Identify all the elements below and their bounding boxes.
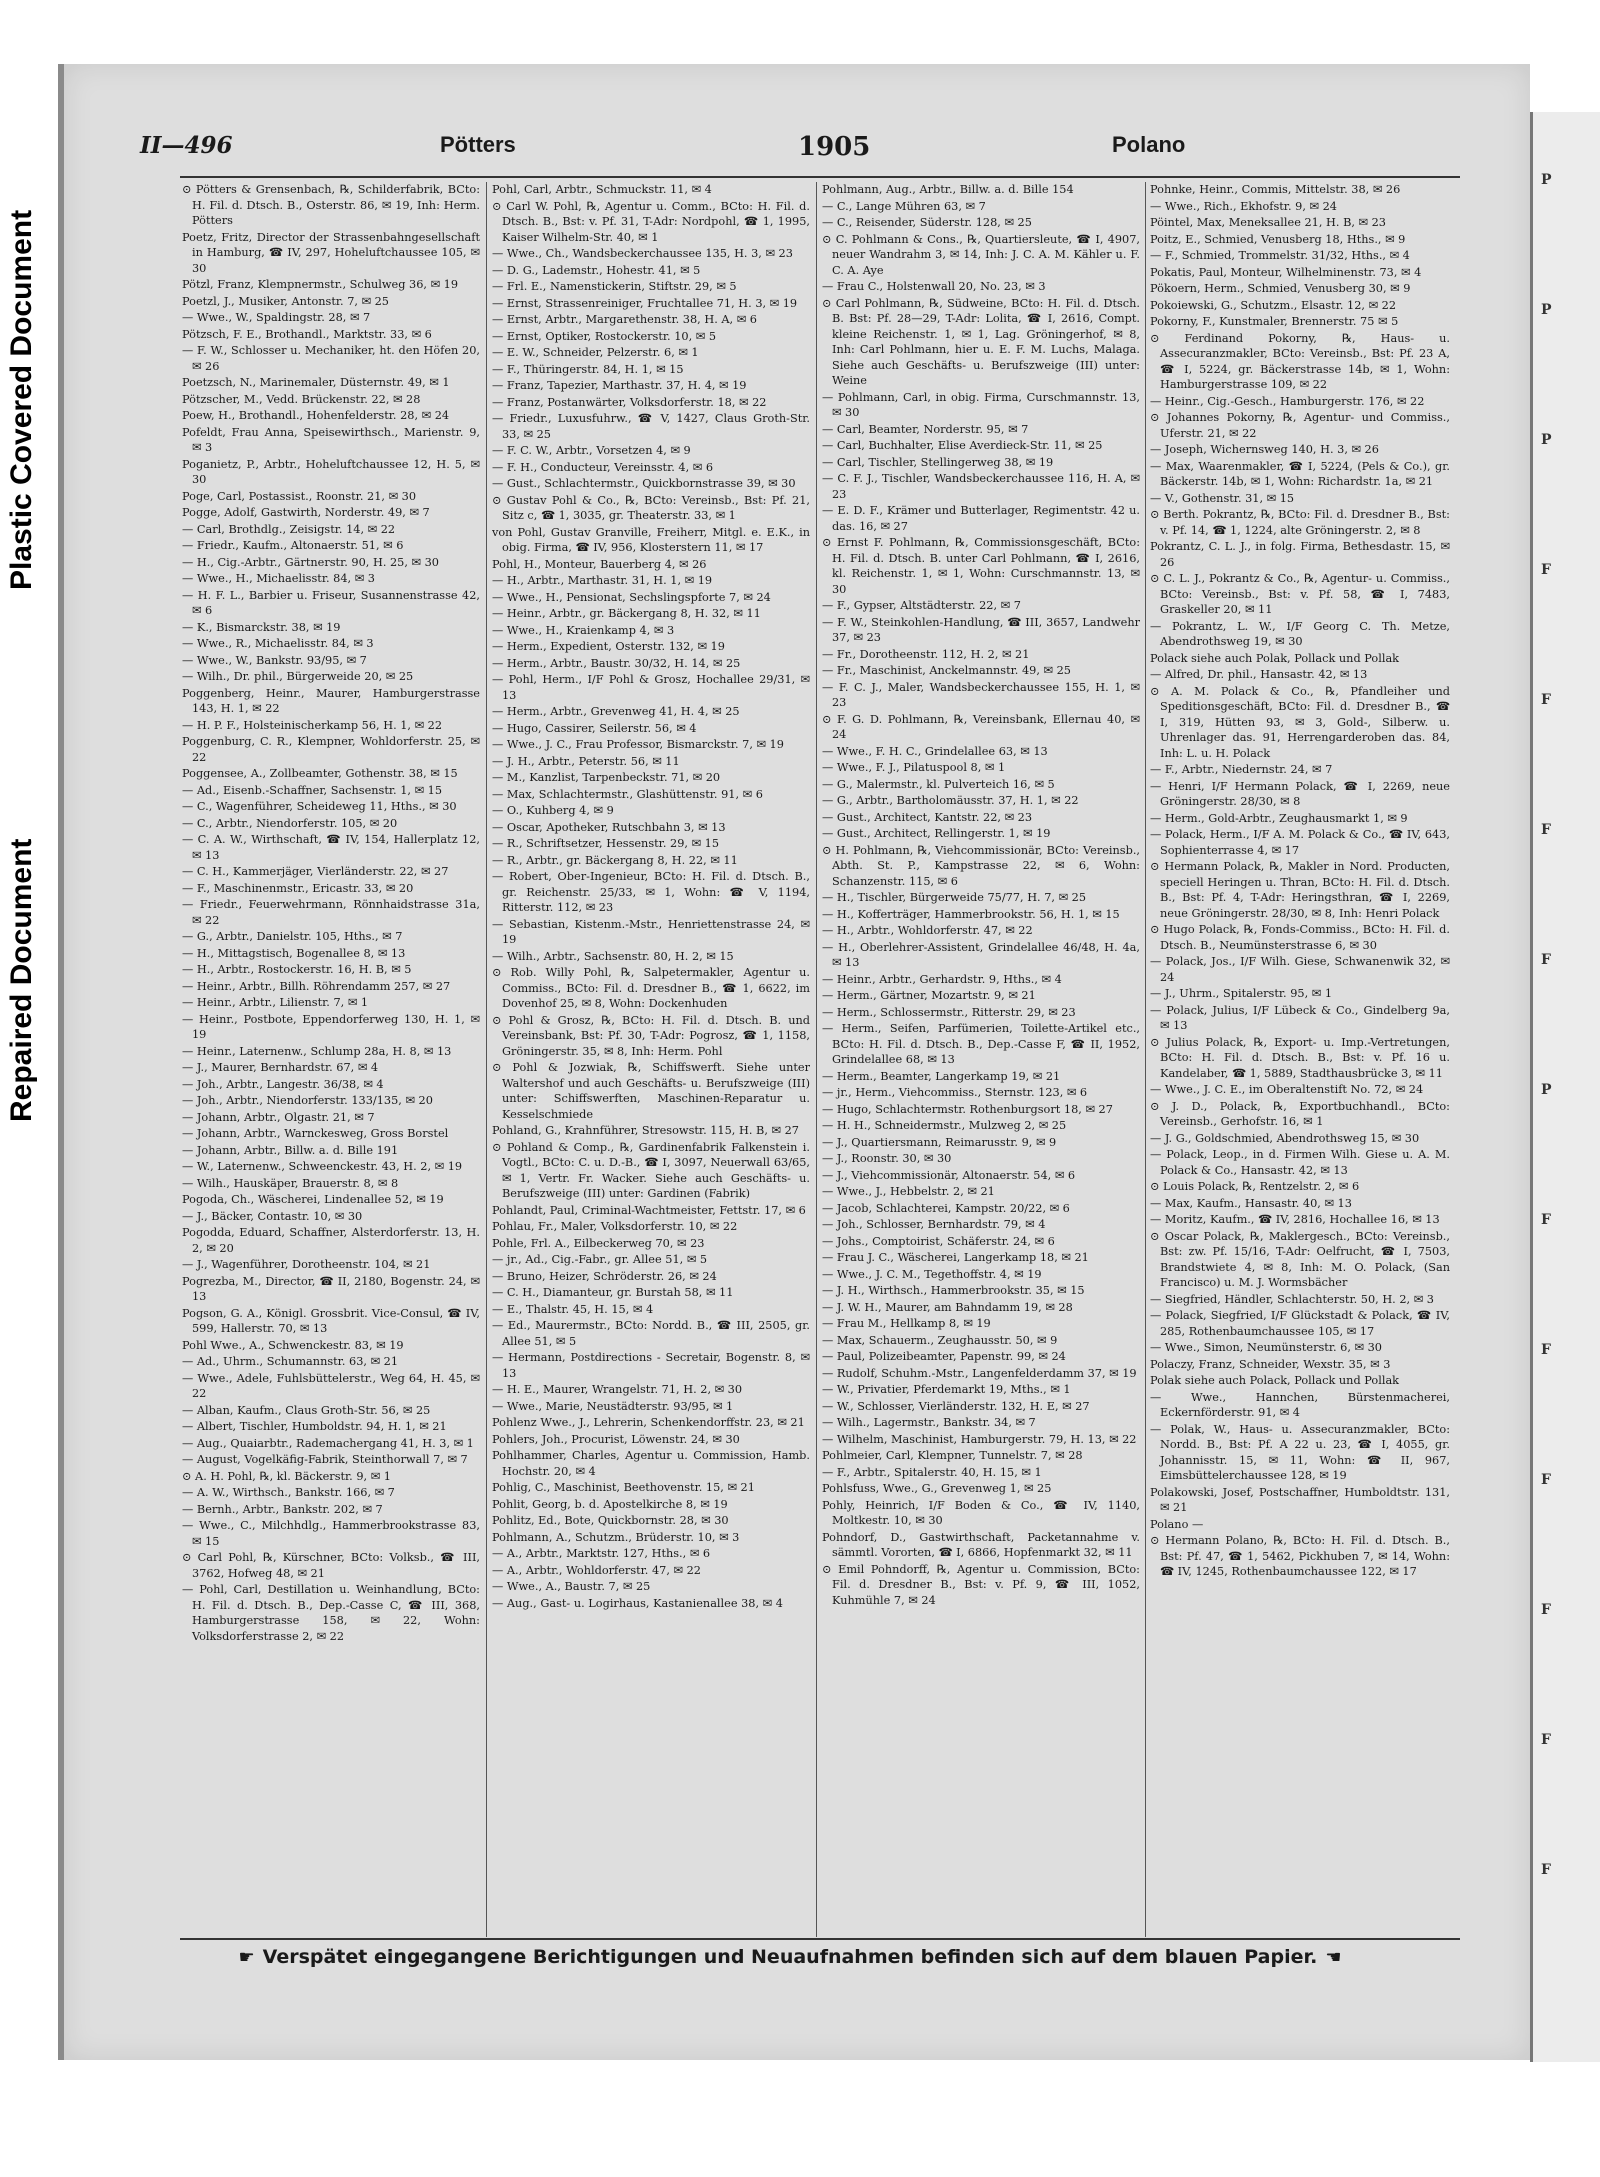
directory-entry: — August, Vogelkäfig-Fabrik, Steinthorwall 7, ✉ 7 [182,1453,468,1466]
directory-entry: — Wwe., J. C., Frau Professor, Bismarckstr. 7, ✉ 19 [492,738,784,751]
directory-entry: Poetzsch, N., Marinemaler, Düsternstr. 49, ✉ 1 [182,376,450,389]
directory-entry: — Polack, Herm., I/F A. M. Polack & Co., ☎ IV, 643, Sophienterrasse 4, ✉ 17 [1150,828,1450,857]
directory-entry: — Wwe., Simon, Neumünsterstr. 6, ✉ 30 [1150,1341,1382,1354]
directory-entry: — Aug., Gast- u. Logirhaus, Kastanienallee 38, ✉ 4 [492,1596,783,1610]
directory-entry: — Pohl, Herm., I/F Pohl & Grosz, Hochallee 29/31, ✉ 13 [492,673,810,702]
directory-entry: — G., Malermstr., kl. Pulverteich 16, ✉ 5 [822,777,1055,791]
directory-entry: Pohlhammer, Charles, Agentur u. Commission, Hamb. Hochstr. 20, ✉ 4 [492,1449,810,1478]
directory-entry: — Polack, Julius, I/F Lübeck & Co., Gindelberg 9a, ✉ 13 [1150,1003,1450,1032]
directory-entry: — Carl, Brothdlg., Zeisigstr. 14, ✉ 22 [182,522,396,536]
directory-entry: — Franz, Postanwärter, Volksdorferstr. 18, ✉ 22 [492,395,767,409]
directory-entry: von Pohl, Gustav Granville, Freiherr, Mitgl. e. E.K., in obig. Firma, ☎ IV, 956, Klosterstern 11, ✉ 17 [492,525,810,554]
directory-entry: — F. H., Conducteur, Vereinsstr. 4, ✉ 6 [492,460,714,474]
directory-entry: Poetz, Fritz, Director der Strassenbahngesellschaft in Hamburg, ☎ IV, 297, Hoheluftchaussee 105, ✉ 30 [182,230,480,275]
directory-entry: — Fr., Maschinist, Anckelmannstr. 49, ✉ 25 [822,664,1071,677]
directory-entry: — Heinr., Postbote, Eppendorferweg 130, H. 1, ✉ 19 [182,1012,480,1041]
directory-entry: ⊙ Hugo Polack, ℞, Fonds-Commiss., BCto: H. Fil. d. Dtsch. B., Neumünsterstrasse 6, ✉ 30 [1150,923,1450,952]
directory-entry: — Wwe., J., Hebbelstr. 2, ✉ 21 [822,1185,995,1198]
directory-entry: ⊙ Gustav Pohl & Co., ℞, BCto: Vereinsb., Bst: Pf. 21, Sitz c, ☎ 1, 3035, gr. Theaterstr. 33, ✉ 1 [492,493,810,522]
directory-entry: Pohndorf, D., Gastwirthschaft, Packetannahme v. sämmtl. Vororten, ☎ I, 6866, Hopfenmarkt 32, ✉ 11 [822,1530,1140,1559]
directory-entry: ⊙ Hermann Polack, ℞, Makler in Nord. Producten, speciell Heringen u. Thran, BCto: H. Fil. d. Dtsch. B., Bst: Pf. 4, T-Adr: Heringsthran, ☎ I, 2269, neue Gröningerstr. 28/30, ✉ 8, Inh: Henri Polack [1150,860,1450,920]
directory-entry: Pofeldt, Frau Anna, Speisewirthsch., Marienstr. 9, ✉ 3 [182,425,480,454]
directory-entry: ⊙ C. Pohlmann & Cons., ℞, Quartiersleute, ☎ I, 4907, neuer Wandrahm 3, ✉ 14, Inh: J. C. A. M. Kähler u. F. C. A. Aye [822,232,1140,277]
plastic-covered-label: Plastic Covered Document [5,209,38,591]
directory-entry: — Ernst, Strassenreiniger, Fruchtallee 71, H. 3, ✉ 19 [492,296,798,310]
directory-entry: — J., Roonstr. 30, ✉ 30 [822,1152,952,1165]
directory-entry: — Hugo, Schlachtermstr. Rothenburgsort 18, ✉ 27 [822,1102,1113,1116]
directory-entry: — Wwe., F. J., Pilatuspool 8, ✉ 1 [822,761,1006,774]
directory-entry: — C. H., Kammerjäger, Vierländerstr. 22, ✉ 27 [182,865,449,878]
directory-entry: — Herm., Beamter, Langerkamp 19, ✉ 21 [822,1069,1061,1083]
directory-entry: — Joh., Schlosser, Bernhardstr. 79, ✉ 4 [822,1218,1046,1231]
directory-entry: — J., Maurer, Bernhardstr. 67, ✉ 4 [182,1061,379,1074]
directory-entry: — Heinr., Laternenw., Schlump 28a, H. 8, ✉ 13 [182,1044,452,1058]
directory-entry: — Wwe., H., Pensionat, Sechslingspforte 7, ✉ 24 [492,590,771,604]
directory-entry: — R., Arbtr., gr. Bäckergang 8, H. 22, ✉ 11 [492,853,738,867]
directory-entry: — Friedr., Luxusfuhrw., ☎ V, 1427, Claus Groth-Str. 33, ✉ 25 [492,412,810,441]
directory-entry: — Alfred, Dr. phil., Hansastr. 42, ✉ 13 [1150,668,1368,681]
directory-entry: ⊙ H. Pohlmann, ℞, Viehcommissionär, BCto: Vereinsb., Abth. St. P., Kampstrasse 22, ✉ 6, Wohn: Schanzenstr. 115, ✉ 6 [822,843,1140,888]
directory-entry: — Ad., Eisenb.-Schaffner, Sachsenstr. 1, ✉ 15 [182,783,443,797]
directory-entry: — Polack, Jos., I/F Wilh. Giese, Schwanenwik 32, ✉ 24 [1150,955,1450,984]
header-year: 1905 [798,132,871,162]
directory-entry: ⊙ Berth. Pokrantz, ℞, BCto: Fil. d. Dresdner B., Bst: v. Pf. 14, ☎ 1, 1224, alte Gröningerstr. 2, ✉ 8 [1150,508,1450,537]
directory-entry: — Frau M., Hellkamp 8, ✉ 19 [822,1317,991,1330]
directory-entry: — Polack, Siegfried, I/F Glückstadt & Polack, ☎ IV, 285, Rothenbaumchaussee 105, ✉ 17 [1150,1309,1450,1338]
directory-column-1 [182,182,480,1932]
directory-entry: — Wwe., F. H. C., Grindelallee 63, ✉ 13 [822,744,1048,758]
adjacent-page-letter: P [1541,172,1552,188]
directory-entry: ⊙ Pohl & Grosz, ℞, BCto: H. Fil. d. Dtsch. B. und Vereinsbank, Bst: Pf. 30, T-Adr: Pogrosz, ☎ 1, 1158, Gröningerstr. 35, ✉ 8, Inh: Herm. Pohl [492,1013,810,1058]
directory-entry: — Wwe., J. C. M., Tegethoffstr. 4, ✉ 19 [822,1267,1042,1281]
directory-entry: — Heinr., Arbtr., Lilienstr. 7, ✉ 1 [182,996,369,1009]
directory-entry: — Wwe., Ch., Wandsbeckerchaussee 135, H. 3, ✉ 23 [492,247,793,260]
column-divider [816,182,817,1937]
directory-entry: — F. C. J., Maler, Wandsbeckerchaussee 155, H. 1, ✉ 23 [822,680,1140,709]
directory-entry: — Joh., Arbtr., Niendorferstr. 133/135, ✉ 20 [182,1094,433,1107]
directory-entry: — Herm., Gold-Arbtr., Zeughausmarkt 1, ✉ 9 [1150,811,1408,825]
directory-entry: — Max, Kaufm., Hansastr. 40, ✉ 13 [1150,1196,1352,1210]
directory-entry: ⊙ Carl Pohl, ℞, Kürschner, BCto: Volksb., ☎ III, 3762, Hofweg 48, ✉ 21 [182,1551,480,1580]
directory-entry: — Franz, Tapezier, Marthastr. 37, H. 4, ✉ 19 [492,379,747,392]
directory-entry: Poggenberg, Heinr., Maurer, Hamburgerstrasse 143, H. 1, ✉ 22 [182,686,480,715]
adjacent-page-letter: P [1541,432,1552,448]
directory-entry: — Herm., Arbtr., Baustr. 30/32, H. 14, ✉ 25 [492,656,741,670]
directory-entry: Pohly, Heinrich, I/F Boden & Co., ☎ IV, 1140, Moltkestr. 10, ✉ 30 [822,1498,1140,1527]
directory-entry: — Johs., Comptoirist, Schäferstr. 24, ✉ 6 [822,1234,1055,1248]
directory-entry: — Robert, Ober-Ingenieur, BCto: H. Fil. d. Dtsch. B., gr. Reichenstr. 25/33, ✉ 1, Wohn: ☎ V, 1194, Ritterstr. 112, ✉ 23 [492,870,810,914]
directory-entry: — Frl. E., Namenstickerin, Stiftstr. 29, ✉ 5 [492,280,737,293]
directory-entry: — F., Gypser, Altstädterstr. 22, ✉ 7 [822,599,1021,612]
directory-entry: Poge, Carl, Postassist., Roonstr. 21, ✉ 30 [182,489,417,503]
directory-entry: — Hugo, Cassirer, Seilerstr. 56, ✉ 4 [492,721,697,735]
directory-entry: — Heinr., Arbtr., Billh. Röhrendamm 257, ✉ 27 [182,979,451,993]
directory-entry: Pöintel, Max, Meneksallee 21, H. B, ✉ 23 [1150,216,1386,229]
directory-entry: Pohlsfuss, Wwe., G., Grevenweg 1, ✉ 25 [822,1482,1052,1495]
directory-entry: — H. P. F., Holsteinischerkamp 56, H. 1, ✉ 22 [182,718,443,732]
directory-entry: Pohlmeier, Carl, Klempner, Tunnelstr. 7, ✉ 28 [822,1449,1083,1462]
directory-entry: — J., Quartiersmann, Reimarusstr. 9, ✉ 9 [822,1135,1057,1149]
directory-entry: Poitz, E., Schmied, Venusberg 18, Hths., ✉ 9 [1150,232,1406,246]
directory-entry: ⊙ Emil Pohndorff, ℞, Agentur u. Commission, BCto: Fil. d. Dresdner B., Bst: v. Pf. 9, ☎ III, 1052, Kuhmühle 7, ✉ 24 [822,1562,1140,1607]
header-first-word: Pötters [440,132,516,157]
directory-entry: — Albert, Tischler, Humboldstr. 94, H. 1, ✉ 21 [182,1420,447,1433]
directory-entry: — F. W., Schlosser u. Mechaniker, ht. den Höfen 20, ✉ 26 [182,344,480,373]
header-rule [180,176,1460,178]
directory-entry: — Gust., Architect, Rellingerstr. 1, ✉ 19 [822,827,1051,840]
directory-entry: — Aug., Quaiarbtr., Rademachergang 41, H. 3, ✉ 1 [182,1436,474,1450]
directory-entry: — Johann, Arbtr., Warnckesweg, Gross Borstel [182,1127,449,1140]
directory-entry: — Sebastian, Kistenm.-Mstr., Henriettenstrasse 24, ✉ 19 [492,917,810,946]
directory-entry: — C. A. W., Wirthschaft, ☎ IV, 154, Hallerplatz 12, ✉ 13 [182,833,480,862]
directory-entry: Pokrantz, C. L. J., in folg. Firma, Bethesdastr. 15, ✉ 26 [1150,540,1450,569]
directory-entry: — V., Gothenstr. 31, ✉ 15 [1150,491,1295,505]
header-last-word: Polano [1112,132,1186,157]
directory-entry: — Herm., Arbtr., Grevenweg 41, H. 4, ✉ 25 [492,705,740,718]
directory-entry: Pohl, Carl, Arbtr., Schmuckstr. 11, ✉ 4 [492,183,712,196]
directory-entry: ⊙ Julius Polack, ℞, Export- u. Imp.-Vertretungen, BCto: H. Fil. d. Dtsch. B., Bst: v. Pf. 16 u. Kandelaber, ☎ 1, 5889, Stadthausbrücke 3, ✉ 11 [1150,1035,1450,1080]
directory-entry: Pogoda, Ch., Wäscherei, Lindenallee 52, ✉ 19 [182,1193,444,1206]
directory-entry: — H., Arbtr., Marthastr. 31, H. 1, ✉ 19 [492,574,713,587]
directory-entry: — H., Arbtr., Rostockerstr. 16, H. B, ✉ 5 [182,963,412,976]
directory-entry: — O., Kuhberg 4, ✉ 9 [492,804,614,817]
directory-entry: Pohnke, Heinr., Commis, Mittelstr. 38, ✉ 26 [1150,183,1401,196]
directory-entry: — E. D. F., Krämer und Butterlager, Regimentstr. 42 u. das. 16, ✉ 27 [822,504,1140,533]
directory-entry: — A., Arbtr., Marktstr. 127, Hths., ✉ 6 [492,1547,711,1560]
directory-entry: — Max, Waarenmakler, ☎ I, 5224, (Pels & Co.), gr. Bäckerstr. 14b, ✉ 1, Wohn: Richardstr. 1a, ✉ 21 [1150,459,1450,488]
directory-entry: — F., Arbtr., Spitalerstr. 40, H. 15, ✉ 1 [822,1465,1042,1479]
directory-entry: — Gust., Schlachtermstr., Quickbornstrasse 39, ✉ 30 [492,477,796,490]
directory-entry: — Siegfried, Händler, Schlachterstr. 50, H. 2, ✉ 3 [1150,1292,1434,1306]
column-divider [486,182,487,1937]
directory-entry: — C., Reisender, Süderstr. 128, ✉ 25 [822,216,1032,229]
directory-entry: — H., Kofferträger, Hammerbrookstr. 56, H. 1, ✉ 15 [822,907,1120,921]
directory-entry: ⊙ Pohland & Comp., ℞, Gardinenfabrik Falkenstein i. Vogtl., BCto: C. u. D.-B., ☎ I, 3097, Neuerwall 63/65, ✉ 1, Vertr. Fr. Wacker. Siehe auch Geschäfts- u. Berufszweige (III) unter: Gardinen (Fabrik) [492,1140,810,1200]
directory-entry: — Bernh., Arbtr., Bankstr. 202, ✉ 7 [182,1502,383,1516]
page-footer [200,1946,1380,1976]
directory-entry: — D. G., Lademstr., Hohestr. 41, ✉ 5 [492,263,701,277]
directory-entry: ⊙ Pötters & Grensenbach, ℞, Schilderfabrik, BCto: H. Fil. d. Dtsch. B., Osterstr. 86, ✉ 19, Inh: Herm. Pötters [182,183,480,227]
directory-entry: — C., Lange Mühren 63, ✉ 7 [822,199,986,213]
directory-entry: — Heinr., Arbtr., Gerhardstr. 9, Hths., ✉ 4 [822,972,1062,986]
directory-entry: — J., Wagenführer, Dorotheenstr. 104, ✉ 21 [182,1258,431,1271]
repaired-document-label: Repaired Document [5,838,38,1122]
directory-entry: ⊙ Ernst F. Pohlmann, ℞, Commissionsgeschäft, BCto: H. Fil. d. Dtsch. B. unter Carl Pohlmann, ☎ I, 2616, kl. Reichenstr. 1, ✉ 1, Wohn: Curschmannstr. 13, ✉ 30 [822,536,1140,596]
adjacent-page-letter: F [1541,1342,1551,1358]
footer-note: Verspätet eingegangene Berichtigungen und Neuaufnahmen befinden sich auf dem blauen Papier. [262,1946,1318,1968]
directory-entry: — W., Laternenw., Schweenckestr. 43, H. 2, ✉ 19 [182,1160,463,1173]
directory-entry: — E. W., Schneider, Pelzerstr. 6, ✉ 1 [492,346,699,359]
directory-entry: — J., Bäcker, Contastr. 10, ✉ 30 [182,1209,363,1223]
adjacent-page-letter: F [1541,1212,1551,1228]
directory-entry: — F. C. W., Arbtr., Vorsetzen 4, ✉ 9 [492,444,691,457]
directory-entry: — Wwe., J. C. E., im Oberaltenstift No. 72, ✉ 24 [1150,1083,1424,1096]
directory-entry: Pohle, Frl. A., Eilbeckerweg 70, ✉ 23 [492,1236,705,1250]
directory-entry: Pökoern, Herm., Schmied, Venusberg 30, ✉ 9 [1150,282,1411,295]
directory-entry: — Frau C., Holstenwall 20, No. 23, ✉ 3 [822,280,1046,293]
directory-entry: — C., Arbtr., Niendorferstr. 105, ✉ 20 [182,816,398,830]
directory-entry: — Max, Schauerm., Zeughausstr. 50, ✉ 9 [822,1333,1058,1347]
directory-entry: Polak siehe auch Polack, Pollack und Pollak [1150,1374,1400,1387]
directory-entry: Pohlau, Fr., Maler, Volksdorferstr. 10, ✉ 22 [492,1220,738,1233]
directory-entry: — F. W., Steinkohlen-Handlung, ☎ III, 3657, Landwehr 37, ✉ 23 [822,615,1140,644]
directory-entry: — Johann, Arbtr., Olgastr. 21, ✉ 7 [182,1110,375,1124]
directory-entry: — Wwe., C., Milchhdlg., Hammerbrookstrasse 83, ✉ 15 [182,1519,480,1548]
directory-entry: Pogodda, Eduard, Schaffner, Alsterdorferstr. 13, H. 2, ✉ 20 [182,1226,480,1255]
directory-entry: Polaczy, Franz, Schneider, Wexstr. 35, ✉ 3 [1150,1357,1391,1371]
directory-entry: Poetzl, J., Musiker, Antonstr. 7, ✉ 25 [182,294,389,308]
directory-entry: — Pokrantz, L. W., I/F Georg C. Th. Metze, Abendrothsweg 19, ✉ 30 [1150,619,1450,648]
directory-entry: Pohlmann, A., Schutzm., Brüderstr. 10, ✉ 3 [492,1530,740,1544]
directory-entry: ⊙ Carl Pohlmann, ℞, Südweine, BCto: H. Fil. d. Dtsch. B. Bst: Pf. 28—29, T-Adr: Lolita, ☎ I, 2616, Compt. kleine Reichenstr. 1, ✉ 1, Lag. Gröningerhof, ✉ 8, Inh: Carl Pohlmann, hier u. E. F. M. Luchs, Malaga. Siehe auch Geschäfts- u. Berufszweige (III) unter: Weine [822,296,1140,387]
directory-entry: Pohlit, Georg, b. d. Apostelkirche 8, ✉ 19 [492,1497,728,1511]
directory-entry: — W., Privatier, Pferdemarkt 19, Mths., ✉ 1 [822,1383,1071,1396]
directory-entry: Polack siehe auch Polak, Pollack und Pollak [1150,651,1400,665]
directory-entry: — C. H., Diamanteur, gr. Burstah 58, ✉ 11 [492,1286,734,1299]
directory-entry: — J. H., Arbtr., Peterstr. 56, ✉ 11 [492,754,680,768]
directory-entry: — F., Maschinenmstr., Ericastr. 33, ✉ 20 [182,881,414,895]
directory-entry: — Wwe., H., Michaelisstr. 84, ✉ 3 [182,572,375,585]
directory-entry: — Herm., Schlossermstr., Ritterstr. 29, ✉ 23 [822,1005,1076,1019]
directory-entry: — G., Arbtr., Bartholomäusstr. 37, H. 1, ✉ 22 [822,794,1079,807]
adjacent-page-letter: F [1541,1732,1551,1748]
directory-entry: — Joh., Arbtr., Langestr. 36/38, ✉ 4 [182,1077,384,1091]
directory-entry: — Herm., Expedient, Osterstr. 132, ✉ 19 [492,640,725,653]
directory-entry: — Carl, Tischler, Stellingerweg 38, ✉ 19 [822,455,1054,469]
directory-entry: Pohlers, Joh., Procurist, Löwenstr. 24, ✉ 30 [492,1432,740,1446]
directory-entry: — Ernst, Arbtr., Margarethenstr. 38, H. A, ✉ 6 [492,313,757,326]
directory-entry: — H., Arbtr., Wohldorferstr. 47, ✉ 22 [822,924,1033,937]
directory-entry: — Paul, Polizeibeamter, Papenstr. 99, ✉ 24 [822,1350,1066,1363]
directory-entry: — Wwe., A., Baustr. 7, ✉ 25 [492,1580,651,1593]
directory-entry: ⊙ C. L. J., Pokrantz & Co., ℞, Agentur- u. Commiss., BCto: Vereinsb., Bst: v. Pf. 58, ☎ I, 7483, Graskeller 20, ✉ 11 [1150,572,1450,616]
directory-entry: — R., Schriftsetzer, Hessenstr. 29, ✉ 15 [492,837,720,850]
pointing-hand-icon: ☛ [238,1947,255,1968]
directory-entry: Poggensee, A., Zollbeamter, Gothenstr. 38, ✉ 15 [182,767,458,780]
directory-entry: — Alban, Kaufm., Claus Groth-Str. 56, ✉ 25 [182,1403,431,1417]
directory-entry: — Wilh., Arbtr., Sachsenstr. 80, H. 2, ✉ 15 [492,949,734,963]
page-header [140,132,1480,172]
directory-entry: Polano — [1150,1517,1204,1531]
directory-column-3 [822,182,1140,1932]
directory-entry: — H., Oberlehrer-Assistent, Grindelallee 46/48, H. 4a, ✉ 13 [822,940,1140,969]
directory-entry: ⊙ J. D., Polack, ℞, Exportbuchhandl., BCto: Vereinsb., Gerhofstr. 16, ✉ 1 [1150,1099,1450,1128]
directory-entry: — Wwe., W., Spaldingstr. 28, ✉ 7 [182,311,371,324]
directory-entry: ⊙ Louis Polack, ℞, Rentzelstr. 2, ✉ 6 [1150,1180,1360,1193]
directory-entry: — F., Arbtr., Niedernstr. 24, ✉ 7 [1150,763,1333,776]
directory-entry: — Wilh., Dr. phil., Bürgerweide 20, ✉ 25 [182,670,414,683]
pointing-hand-icon: ☚ [1325,1947,1342,1968]
directory-entry: — Carl, Beamter, Norderstr. 95, ✉ 7 [822,422,1029,436]
directory-entry: Polakowski, Josef, Postschaffner, Humboldtstr. 131, ✉ 21 [1150,1485,1450,1514]
adjacent-page-letter: P [1541,302,1552,318]
column-divider [1145,182,1146,1937]
directory-entry: — J., Viehcommissionär, Altonaerstr. 54, ✉ 6 [822,1168,1076,1182]
directory-entry: Pohl, H., Monteur, Bauerberg 4, ✉ 26 [492,557,707,571]
directory-entry: — Ernst, Optiker, Rostockerstr. 10, ✉ 5 [492,329,717,343]
directory-entry: Pohlig, C., Maschinist, Beethovenstr. 15, ✉ 21 [492,1481,755,1494]
directory-entry: Pohl Wwe., A., Schwenckestr. 83, ✉ 19 [182,1338,404,1352]
directory-entry: — F., Schmied, Trommelstr. 31/32, Hths., ✉ 4 [1150,249,1410,262]
directory-entry: — C., Wagenführer, Scheideweg 11, Hths., ✉ 30 [182,800,457,813]
directory-entry: — H., Tischler, Bürgerweide 75/77, H. 7, ✉ 25 [822,891,1087,904]
directory-entry: — Hermann, Postdirections - Secretair, Bogenstr. 8, ✉ 13 [492,1351,810,1380]
directory-entry: — Wwe., Hannchen, Bürstenmacherei, Eckernförderstr. 91, ✉ 4 [1150,1390,1450,1419]
directory-entry: — G., Arbtr., Danielstr. 105, Hths., ✉ 7 [182,930,403,943]
directory-column-4 [1150,182,1450,1932]
directory-entry: — Wwe., H., Kraienkamp 4, ✉ 3 [492,623,675,637]
directory-entry: — Johann, Arbtr., Billw. a. d. Bille 191 [182,1143,399,1157]
directory-entry: — Wilhelm, Maschinist, Hamburgerstr. 79, H. 13, ✉ 22 [822,1432,1137,1446]
directory-entry: — J., Uhrm., Spitalerstr. 95, ✉ 1 [1150,987,1333,1000]
directory-entry: — H. E., Maurer, Wrangelstr. 71, H. 2, ✉ 30 [492,1383,743,1396]
directory-entry: — Wwe., Adele, Fuhlsbüttelerstr., Weg 64, H. 45, ✉ 22 [182,1371,480,1400]
directory-entry: — Wwe., W., Bankstr. 93/95, ✉ 7 [182,653,367,667]
adjacent-page-letter: P [1541,1082,1552,1098]
directory-entry: Poew, H., Brothandl., Hohenfelderstr. 28, ✉ 24 [182,409,450,422]
directory-entry: ⊙ F. G. D. Pohlmann, ℞, Vereinsbank, Ellernau 40, ✉ 24 [822,712,1140,741]
directory-entry: — K., Bismarckstr. 38, ✉ 19 [182,620,341,634]
directory-entry: — Pohlmann, Carl, in obig. Firma, Curschmannstr. 13, ✉ 30 [822,390,1140,419]
directory-entry: Pokatis, Paul, Monteur, Wilhelminenstr. 73, ✉ 4 [1150,265,1422,279]
directory-entry: — Henri, I/F Hermann Polack, ☎ I, 2269, neue Gröningerstr. 28/30, ✉ 8 [1150,779,1450,808]
directory-entry: — Friedr., Kaufm., Altonaerstr. 51, ✉ 6 [182,539,404,552]
directory-entry: Pohland, G., Krahnführer, Stresowstr. 115, H. B, ✉ 27 [492,1124,799,1137]
directory-entry: Pohlenz Wwe., J., Lehrerin, Schenkendorffstr. 23, ✉ 21 [492,1416,805,1429]
directory-entry: ⊙ Ferdinand Pokorny, ℞, Haus- u. Assecuranzmakler, BCto: Vereinsb., Bst: Pf. 23 A, ☎ I, 5224, gr. Bäckerstrasse 14b, ✉ 1, Wohn: Hamburgerstrasse 109, ✉ 22 [1150,331,1450,391]
directory-entry: — Bruno, Heizer, Schröderstr. 26, ✉ 24 [492,1269,717,1283]
directory-entry: ⊙ Carl W. Pohl, ℞, Agentur u. Comm., BCto: H. Fil. d. Dtsch. B., Bst: v. Pf. 31, T-Adr: Nordpohl, ☎ 1, 1995, Kaiser Wilhelm-Str. 40, ✉ 1 [492,199,810,244]
directory-entry: — Wilh., Lagermstr., Bankstr. 34, ✉ 7 [822,1416,1036,1429]
directory-entry: Pokorny, F., Kunstmaler, Brennerstr. 75 ✉ 5 [1150,315,1399,328]
directory-entry: — Herm., Seifen, Parfümerien, Toilette-Artikel etc., BCto: H. Fil. d. Dtsch. B., Dep.-Casse F, ☎ II, 1952, Grindelallee 68, ✉ 13 [822,1022,1140,1066]
directory-entry: — Wilh., Hauskäper, Brauerstr. 8, ✉ 8 [182,1176,399,1190]
directory-entry: Pohlitz, Ed., Bote, Quickbornstr. 28, ✉ 30 [492,1514,729,1527]
directory-entry: — Oscar, Apotheker, Rutschbahn 3, ✉ 13 [492,820,726,834]
directory-entry: — J. H., Wirthsch., Hammerbrookstr. 35, ✉ 15 [822,1284,1085,1297]
directory-entry: ⊙ Pohl & Jozwiak, ℞, Schiffswerft. Siehe unter Waltershof und auch Geschäfts- u. Berufszweige (III) unter: Schiffswerften, Maschinen-Reparatur u. Kesselschmiede [492,1061,810,1121]
directory-entry: — H., Cig.-Arbtr., Gärtnerstr. 90, H. 25, ✉ 30 [182,555,439,569]
directory-entry: Pötzl, Franz, Klempnermstr., Schulweg 36, ✉ 19 [182,278,459,291]
adjacent-page-letter: F [1541,1862,1551,1878]
directory-entry: — J. W. H., Maurer, am Bahndamm 19, ✉ 28 [822,1300,1073,1314]
directory-entry: — Carl, Buchhalter, Elise Averdieck-Str. 11, ✉ 25 [822,439,1103,452]
directory-entry: Pokoiewski, G., Schutzm., Elsastr. 12, ✉ 22 [1150,298,1397,312]
directory-entry: — Polak, W., Haus- u. Assecuranzmakler, BCto: Nordd. B., Bst: Pf. A 22 u. 23, ☎ I, 4055, gr. Johannisstr. 15, ✉ 11, Wohn: ☎ II, 967, Eimsbüttelerchaussee 128, ✉ 19 [1150,1422,1450,1482]
directory-entry: — Rudolf, Schuhm.-Mstr., Langenfelderdamm 37, ✉ 19 [822,1366,1137,1380]
directory-entry: — Joseph, Wichernsweg 140, H. 3, ✉ 26 [1150,443,1379,456]
directory-entry: — Pohl, Carl, Destillation u. Weinhandlung, BCto: H. Fil. d. Dtsch. B., Dep.-Casse C, ☎ III, 368, Hamburgerstrasse 158, ✉ 22, Wohn: Volksdorferstrasse 2, ✉ 22 [182,1583,480,1643]
directory-entry: ⊙ A. M. Polack & Co., ℞, Pfandleiher und Speditionsgeschäft, BCto: Fil. d. Dresdner B., ☎ I, 319, Hütten 93, ✉ 3, Gold-, Silberw. u. Uhrenlager das. 91, Herrengarderoben das. 84, Inh: L. u. H. Polack [1150,684,1450,760]
footer-rule [180,1938,1460,1940]
directory-entry: — Max, Schlachtermstr., Glashüttenstr. 91, ✉ 6 [492,787,763,801]
adjacent-page-edge [1530,112,1600,2062]
directory-entry: — Heinr., Cig.-Gesch., Hamburgerstr. 176, ✉ 22 [1150,394,1425,408]
directory-entry: — A., Arbtr., Wohldorferstr. 47, ✉ 22 [492,1563,701,1577]
directory-entry: — E., Thalstr. 45, H. 15, ✉ 4 [492,1302,654,1316]
directory-entry: — W., Schlosser, Vierländerstr. 132, H. E, ✉ 27 [822,1399,1090,1413]
directory-entry: Pogson, G. A., Königl. Grossbrit. Vice-Consul, ☎ IV, 599, Hallerstr. 70, ✉ 13 [182,1306,480,1335]
directory-entry: Pohlandt, Paul, Criminal-Wachtmeister, Fettstr. 17, ✉ 6 [492,1203,806,1217]
directory-entry: — Wwe., R., Michaelisstr. 84, ✉ 3 [182,637,374,650]
directory-entry: — Heinr., Arbtr., gr. Bäckergang 8, H. 32, ✉ 11 [492,607,761,620]
directory-entry: — Jacob, Schlachterei, Kampstr. 20/22, ✉ 6 [822,1201,1070,1215]
directory-entry: — Ad., Uhrm., Schumannstr. 63, ✉ 21 [182,1355,399,1368]
directory-entry: Pogrezba, M., Director, ☎ II, 2180, Bogenstr. 24, ✉ 13 [182,1274,480,1303]
directory-entry: Pohlmann, Aug., Arbtr., Billw. a. d. Bille 154 [822,183,1074,196]
directory-entry: — Ed., Maurermstr., BCto: Nordd. B., ☎ III, 2505, gr. Allee 51, ✉ 5 [492,1319,810,1348]
adjacent-page-letter: F [1541,692,1551,708]
adjacent-page-letter: F [1541,1602,1551,1618]
directory-entry: — A. W., Wirthsch., Bankstr. 166, ✉ 7 [182,1486,395,1499]
directory-entry: — Fr., Dorotheenstr. 112, H. 2, ✉ 21 [822,647,1030,661]
directory-entry: — Wwe., Rich., Ekhofstr. 9, ✉ 24 [1150,199,1337,213]
directory-entry: — H. F. L., Barbier u. Friseur, Susannenstrasse 42, ✉ 6 [182,588,480,617]
directory-entry: — M., Kanzlist, Tarpenbeckstr. 71, ✉ 20 [492,771,721,784]
directory-entry: Poggenburg, C. R., Klempner, Wohldorferstr. 25, ✉ 22 [182,735,480,764]
directory-entry: — Herm., Gärtner, Mozartstr. 9, ✉ 21 [822,989,1036,1002]
directory-entry: — H. H., Schneidermstr., Mulzweg 2, ✉ 25 [822,1119,1067,1132]
directory-entry: ⊙ A. H. Pohl, ℞, kl. Bäckerstr. 9, ✉ 1 [182,1469,391,1483]
adjacent-page-letter: F [1541,1472,1551,1488]
directory-entry: Pötzsch, F. E., Brothandl., Marktstr. 33, ✉ 6 [182,327,432,341]
directory-entry: — jr., Herm., Viehcommiss., Sternstr. 123, ✉ 6 [822,1086,1088,1099]
directory-entry: ⊙ Hermann Polano, ℞, BCto: H. Fil. d. Dtsch. B., Bst: Pf. 47, ☎ 1, 5462, Pickhuben 7, ✉ 14, Wohn: ☎ IV, 1245, Rothenbaumchaussee 122, ✉ 17 [1150,1534,1450,1578]
directory-entry: — jr., Ad., Cig.-Fabr., gr. Allee 51, ✉ 5 [492,1253,708,1266]
directory-entry: Poganietz, P., Arbtr., Hoheluftchaussee 12, H. 5, ✉ 30 [182,457,480,486]
adjacent-page-letter: F [1541,562,1551,578]
directory-entry: — C. F. J., Tischler, Wandsbeckerchaussee 116, H. A, ✉ 23 [822,472,1140,501]
directory-entry: Pogge, Adolf, Gastwirth, Norderstr. 49, ✉ 7 [182,506,430,519]
directory-entry: Pötzscher, M., Vedd. Brückenstr. 22, ✉ 28 [182,392,421,406]
directory-entry: — Frau J. C., Wäscherei, Langerkamp 18, ✉ 21 [822,1251,1089,1264]
directory-column-2 [492,182,810,1932]
directory-entry: — H., Mittagstisch, Bogenallee 8, ✉ 13 [182,946,406,960]
adjacent-page-letter: F [1541,822,1551,838]
directory-entry: ⊙ Rob. Willy Pohl, ℞, Salpetermakler, Agentur u. Commiss., BCto: Fil. d. Dresdner B., ☎ 1, 6622, im Dovenhof 25, ✉ 8, Wohn: Dockenhuden [492,966,810,1010]
directory-entry: — J. G., Goldschmied, Abendrothsweg 15, ✉ 30 [1150,1131,1420,1145]
directory-entry: ⊙ Johannes Pokorny, ℞, Agentur- und Commiss., Uferstr. 21, ✉ 22 [1150,411,1450,440]
directory-entry: — Gust., Architect, Kantstr. 22, ✉ 23 [822,810,1033,824]
directory-entry: — Friedr., Feuerwehrmann, Rönnhaidstrasse 31a, ✉ 22 [182,898,480,927]
directory-entry: ⊙ Oscar Polack, ℞, Maklergesch., BCto: Vereinsb., Bst: zw. Pf. 15/16, T-Adr: Oelfrucht, ☎ I, 7503, Brandstwiete 4, ✉ 8, Inh: M. O. Polack, (San Francisco) u. M. J. Wormsbächer [1150,1229,1450,1289]
page-number: II—496 [140,132,233,159]
adjacent-page-letter: F [1541,952,1551,968]
directory-entry: — Moritz, Kaufm., ☎ IV, 2816, Hochallee 16, ✉ 13 [1150,1213,1440,1226]
directory-entry: — F., Thüringerstr. 84, H. 1, ✉ 15 [492,362,684,376]
directory-entry: — Polack, Leop., in d. Firmen Wilh. Giese u. A. M. Polack & Co., Hansastr. 42, ✉ 13 [1150,1148,1450,1177]
directory-entry: — Wwe., Marie, Neustädterstr. 93/95, ✉ 1 [492,1399,734,1413]
